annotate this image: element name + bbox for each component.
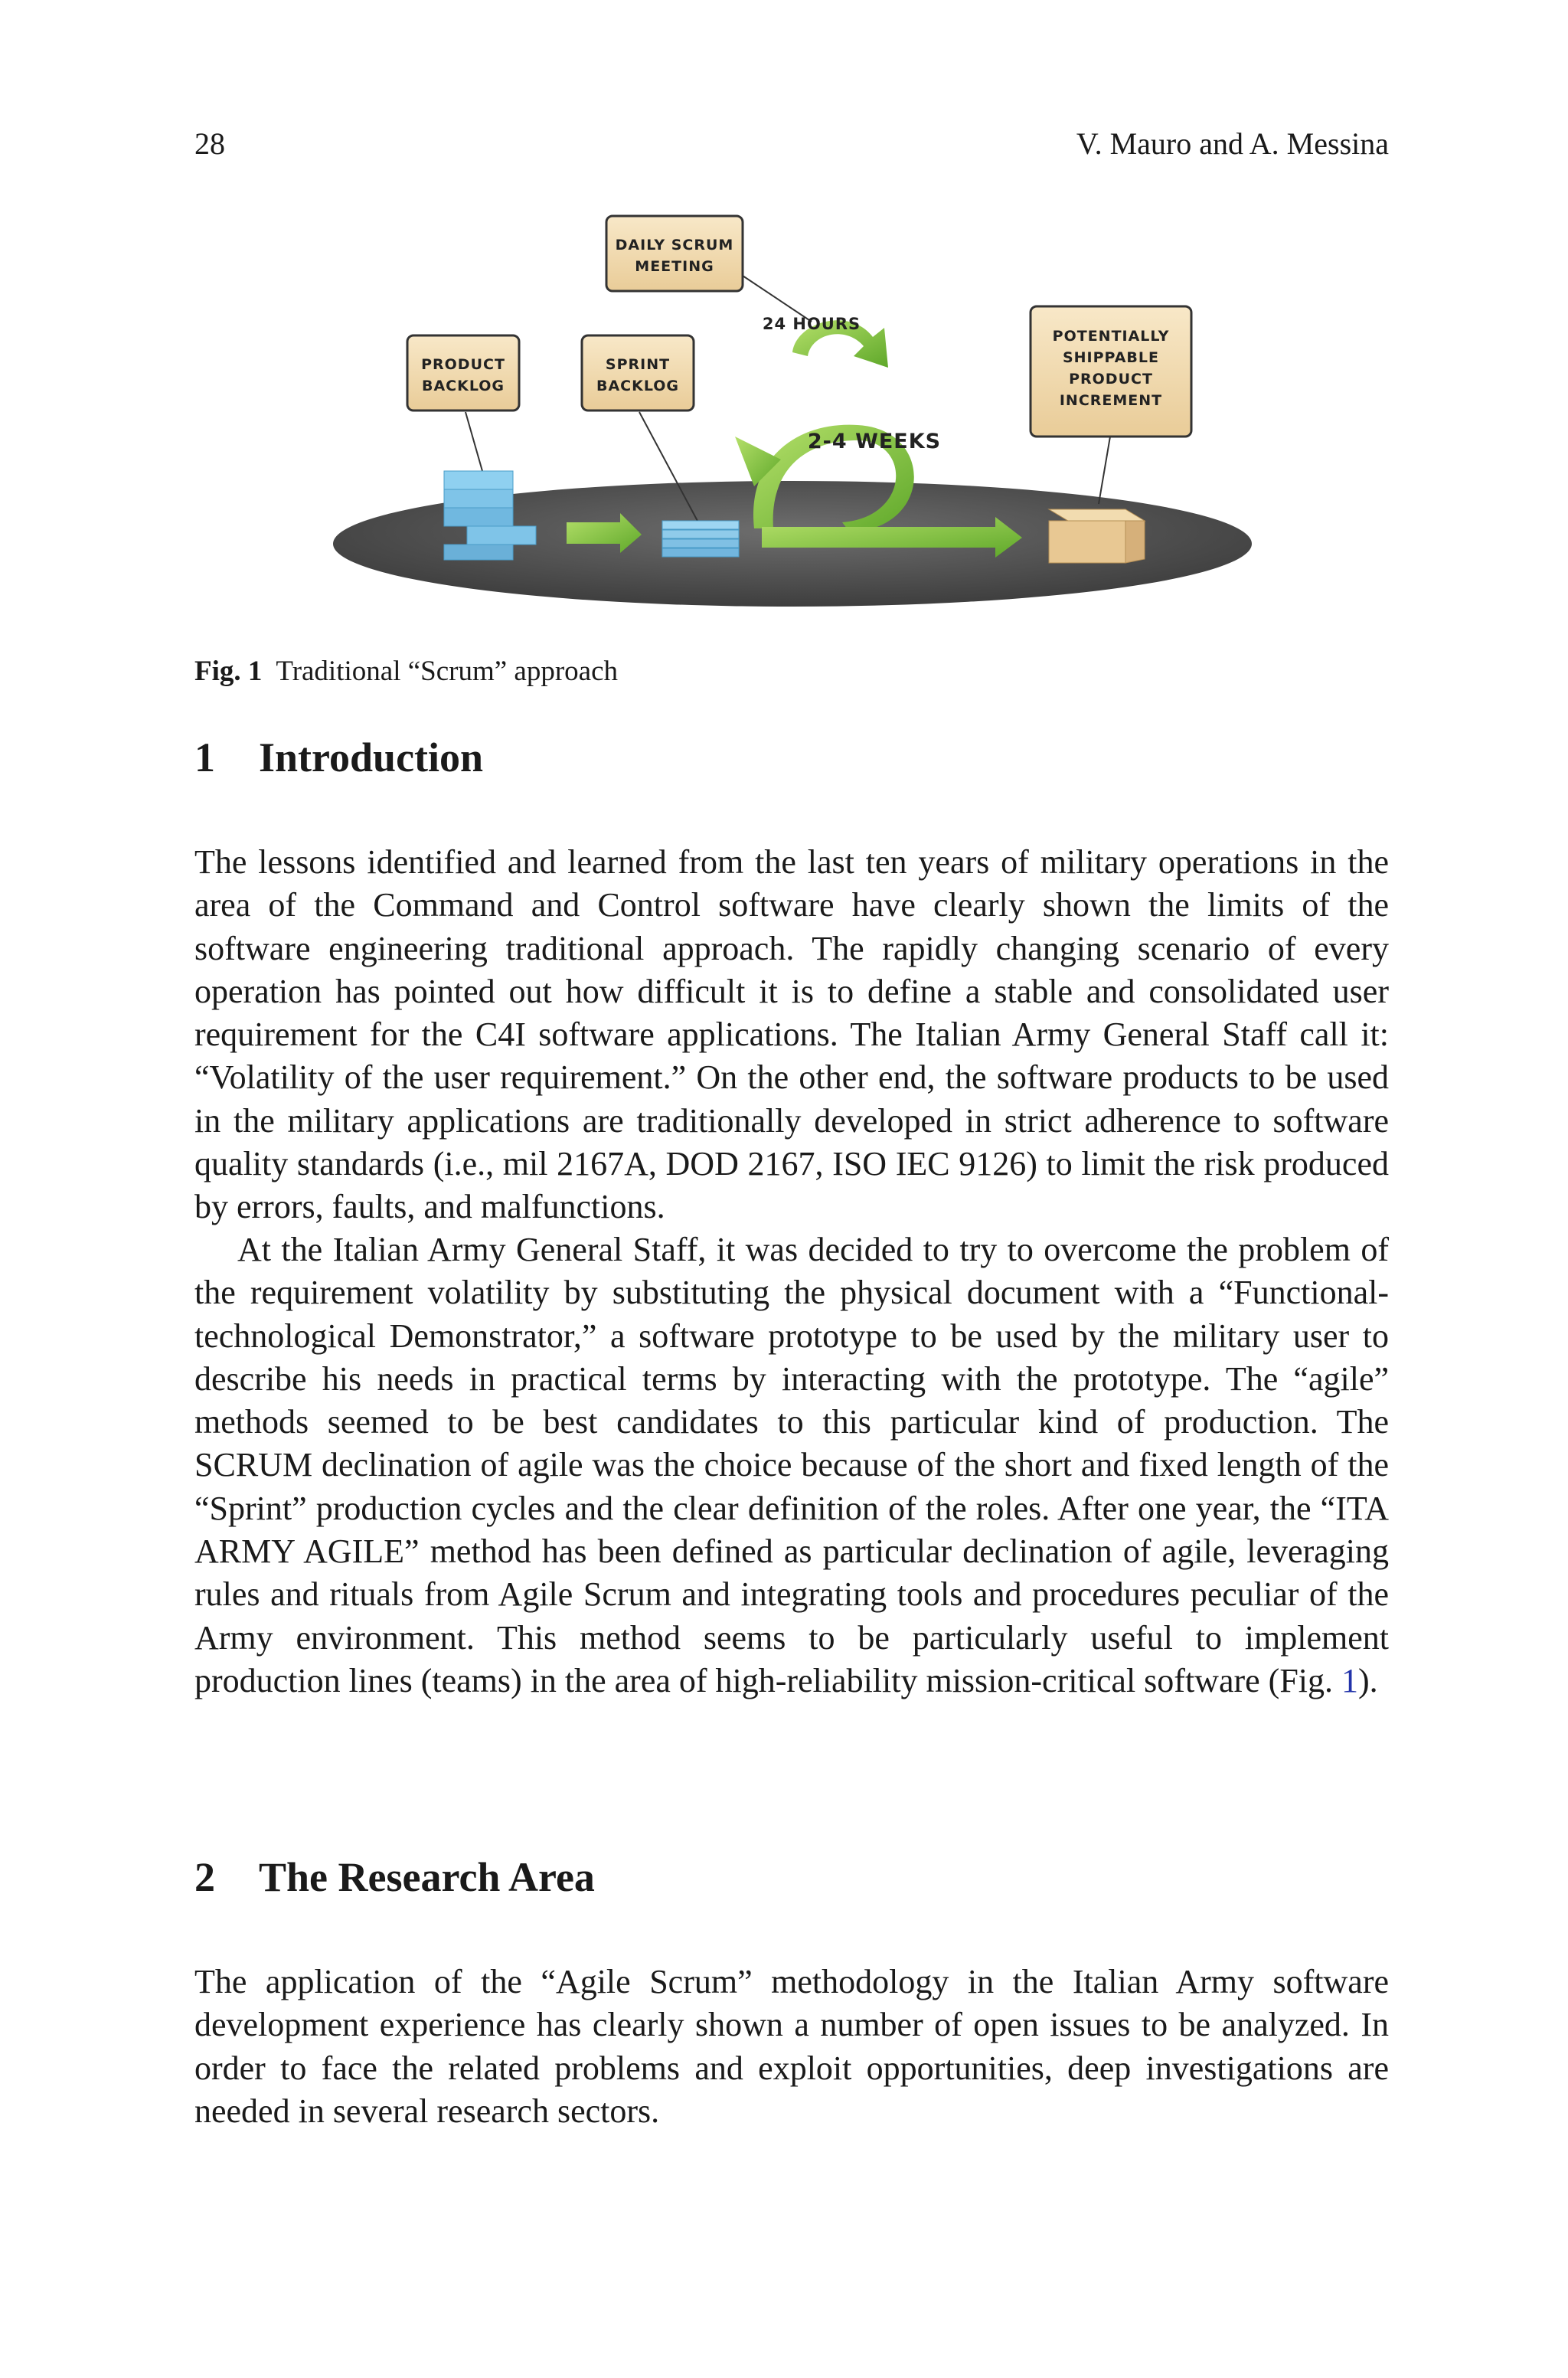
page-number: 28 [194, 126, 225, 161]
sprint-backlog-tag [582, 335, 694, 411]
daily-scrum-line1: Daily Scrum [615, 237, 734, 254]
increment-line4: Increment [1059, 392, 1163, 409]
figure-1-reference-link[interactable]: 1 [1341, 1661, 1359, 1699]
section-2-title: The Research Area [259, 1854, 595, 1900]
increment-line3: Product [1069, 371, 1153, 388]
section-2-paragraph-1: The application of the “Agile Scrum” methodology in the Italian Army software development experience has clearly shown a number of open issues to be analyzed. In order to face the related problems and exploit opportunities, deep investigations are needed in several research sectors. [194, 1963, 1389, 2130]
section-1-number: 1 [194, 734, 215, 780]
weeks-label: 2-4 Weeks [807, 430, 942, 453]
daily-scrum-line2: Meeting [635, 258, 714, 275]
section-1-heading [194, 734, 483, 781]
paragraph-2-end: ). [1358, 1661, 1378, 1699]
figure-caption [194, 655, 618, 688]
caption-text: Traditional “Scrum” approach [276, 656, 619, 687]
section-2-heading [194, 1853, 595, 1901]
increment-tag [1031, 306, 1191, 437]
paragraph-2-text: At the Italian Army General Staff, it was decided to try to overcome the problem of the requirement volatility by substituting the physical document with a “Functional-technological Demonstrator,” a software prototype to be used by the military user to describe his needs in practical terms by interacting with the prototype. The “agile” methods seemed to be best candidates to this particular kind of production. The SCRUM declination of agile was the choice because of the short and fixed length of the “Sprint” production cycles and the clear definition of the roles. After one year, the “ITA ARMY AGILE” method has been defined as particular declination of agile, leveraging rules and rituals from Agile Scrum and integrating tools and procedures peculiar of the Army environment. This method seems to be particularly useful to implement production lines (teams) in the area of high-reliability mission-critical software (Fig. [194, 1231, 1389, 1699]
increment-line2: Shippable [1062, 349, 1160, 366]
scrum-figure [322, 207, 1263, 620]
sprint-backlog-stack [662, 521, 739, 557]
leader-line-increment [1099, 437, 1110, 504]
section-1-paragraph-2 [194, 1228, 1389, 1703]
section-2-number: 2 [194, 1854, 215, 1900]
section-1-paragraph-1: The lessons identified and learned from the last ten years of military operations in the area of the Command and Control software have clearly shown the limits of the software engineering traditional approach. The rapidly changing scenario of every operation has pointed out how difficult it is to define a stable and consolidated user requirement for the C4I software applications. The Italian Army General Staff call it: “Volatility of the user requirement.” On the other end, the software products to be used in the military applications are traditionally developed in strict adherence to software quality standards (i.e., mil 2167A, DOD 2167, ISO IEC 9126) to limit the risk produced by errors, faults, and malfunctions. [194, 843, 1389, 1226]
product-backlog-tag [407, 335, 519, 411]
running-header-authors: V. Mauro and A. Messina [1076, 126, 1389, 161]
caption-label: Fig. 1 [194, 656, 263, 687]
hours-label: 24 Hours [762, 315, 861, 333]
section-1-title: Introduction [259, 734, 484, 780]
product-backlog-line1: Product [421, 356, 505, 373]
daily-scrum-tag [606, 216, 743, 291]
sprint-backlog-line1: Sprint [605, 356, 671, 373]
increment-box [1049, 509, 1145, 563]
increment-line1: Potentially [1052, 328, 1170, 345]
leader-line-product [466, 412, 484, 476]
product-backlog-line2: Backlog [421, 378, 505, 394]
sprint-backlog-line2: Backlog [596, 378, 680, 394]
